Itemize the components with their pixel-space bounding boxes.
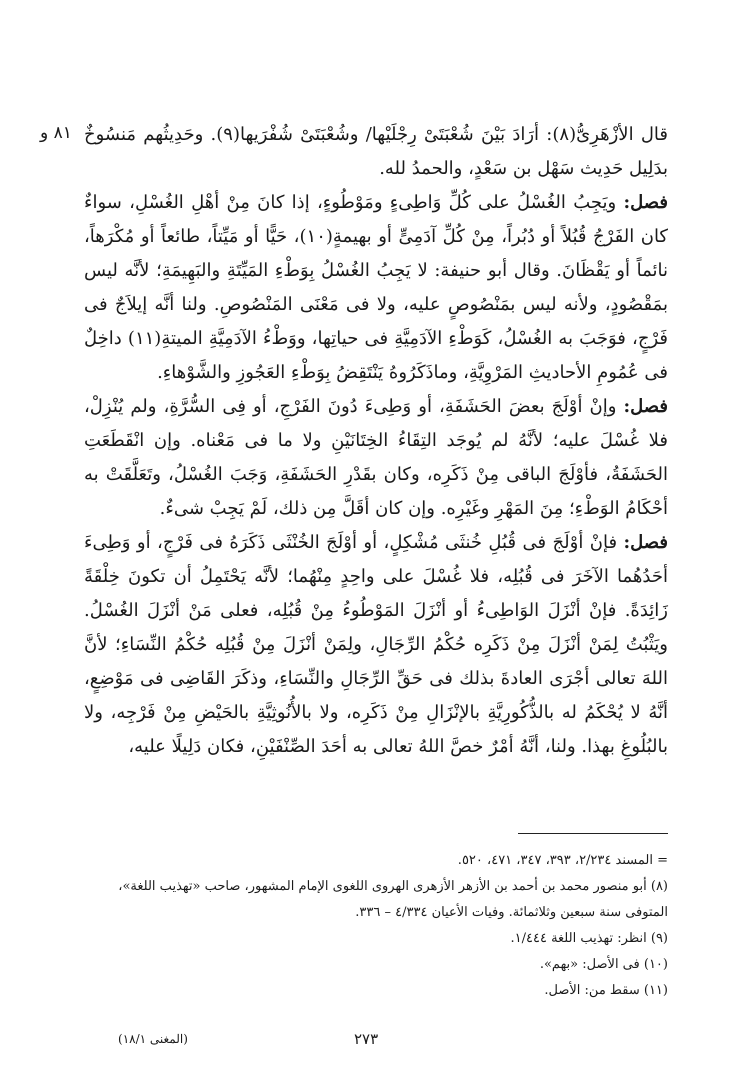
paragraph-label: فصل: [623,532,668,553]
paragraph-text: ويَجِبُ الغُسْلُ على كُلِّ وَاطِىءٍ ومَوْطُوءٍ، إذا كانَ مِنْ أهْلِ الغُسْلِ، سواءٌ كان الفَرْجُ قُبُلاً أو دُبُراً، مِنْ كُلِّ آدَمِىٍّ أو بهيمةٍ(١٠)، حَيًّا أو مَيِّتاً، طائعاً أو مُكْرَهاً، نائماً أو يَقْظَانَ. وقال أبو حنيفة: لا يَجِبُ الغُسْلُ بِوَطْءِ المَيِّتَةِ والبَهِيمَةِ؛ لأنَّه ليس بمَقْصُودٍ، ولأنه ليس بمَنْصُوصٍ عليه، ولا فى مَعْنَى المَنْصُوصِ. ولنا أنَّه إيلاَجٌ فى فَرْجٍ، فوَجَبَ به الغُسْلُ، كَوَطْءِ الآدَمِيَّةِ فى حياتِها، ووَطْءُ الآدَمِيَّةِ الميتةِ(١١) داخِلٌ فى عُمُومِ الأحاديثِ المَرْوِيَّةِ، وماذَكَرُوهُ يَنْتَقِضُ بِوَطْءِ العَجُوزِ والشَّوْهاءِ. [84,192,668,383]
paragraph-text: قال الأزْهَرِىُّ(٨): أرَادَ بَيْنَ شُعْبَتَىْ رِجْلَيْها/ وشُعْبَتَىْ شُفْرَيها(٩). وحَدِيثُهم مَنسُوخٌ بدَلِيل حَدِيث سَهْل بن سَعْدٍ، والحمدُ لله. [84,124,668,179]
paragraph-text: وإنْ أوْلَجَ بعضَ الحَشَفَةِ، أو وَطِىءَ دُونَ الفَرْجِ، أو فِى السُّرَّةِ، ولم يُنْزِلْ، فلا غُسْلَ عليه؛ لأنَّهُ لم يُوجَد التِقَاءُ الخِتَانَيْنِ ولا ما فى مَعْناه. وإن انْقَطَعَتِ الحَشَفَةُ، فأوْلَجَ الباقى مِنْ ذَكَرِه، وكان بقَدْرِ الحَشَفَةِ، وَجَبَ الغُسْلُ، وتَعَلَّقَتْ به أحْكَامُ الوَطْءِ؛ مِنَ المَهْرِ وغَيْرِه. وإن كان أقَلَّ مِن ذلك، لَمْ يَجِبْ شىءٌ. [84,396,668,519]
footnote-9 [84,926,668,952]
paragraph-4 [84,526,668,764]
volume-reference: (المغنى ١٨/١) [118,1032,188,1046]
footnote-10 [84,952,668,978]
main-text [84,118,668,764]
footnote-text: انظر: تهذيب اللغة ١/٤٤٤. [510,931,647,946]
footnote-text: المسند ٢/٢٣٤، ٣٩٣، ٣٤٧، ٤٧١، ٥٢٠. [457,853,653,868]
footnote-label: = [657,853,668,868]
footnote-text: فى الأصل: «بهم». [539,957,640,972]
footnote-11 [84,978,668,1004]
footnotes [84,848,668,1004]
paragraph-label: فصل: [623,396,668,417]
footnote-label: (٨) [650,879,668,894]
footnote-8 [84,874,668,926]
margin-folio-note: ٨١ و [40,123,72,143]
paragraph-1 [84,118,668,186]
footnote-label: (١٠) [643,957,668,972]
footnote-text: أبو منصور محمد بن أحمد بن الأزهر الأزهرى الهروى اللغوى الإمام المشهور، صاحب «تهذيب اللغة»، المتوفى سنة سبعين وثلاثمائة. وفيات الأعيان ٤/٣٣٤ – ٣٣٦. [118,879,668,920]
footnote-label: (١١) [643,983,668,998]
footnote-label: (٩) [650,931,668,946]
footnote-divider [518,833,668,834]
page-number: ٢٧٣ [354,1030,379,1048]
paragraph-2 [84,186,668,390]
footnote-continuation [84,848,668,874]
paragraph-text: فإنْ أوْلَجَ فى قُبُلِ خُنثَى مُشْكِلٍ، أو أوْلَجَ الخُنْثَى ذَكَرَهُ فى فَرْجٍ، أو وَطِىءَ أحَدُهُما الآخَرَ فى قُبُلِه، فلا غُسْلَ على واحِدٍ مِنْهُما؛ لأنَّه يَحْتَمِلُ أن تكونَ خِلْقَةً زَائِدَةً. فإنْ أنْزَلَ الوَاطِىءُ أو أنْزَلَ المَوْطُوءُ مِنْ قُبُلِه، فعلى مَنْ أنْزَلَ الغُسْلُ. ويَثْبُتُ لِمَنْ أنْزَلَ مِنْ ذَكَرِه حُكْمُ الرِّجَالِ، ولِمَنْ أنْزَلَ مِنْ قُبُلِه حُكْمُ النِّسَاءِ؛ لأنَّ اللهَ تعالى أجْرَى العادةَ بذلك فى حَقِّ الرِّجَالِ والنِّسَاءِ، وذكَرَ القَاضِى فى مَوْضِعٍ، أنَّهُ لا يُحْكَمُ له بالذُّكُورِيَّةِ بالإنْزَالِ مِنْ ذَكَرِه، ولا بالأُنُوثِيَّةِ بالحَيْضِ مِنْ فَرْجِه، ولا بالبُلُوغِ بهذا. ولنا، أنَّهُ أمْرٌ خصَّ اللهُ تعالى به أحَدَ الصِّنْفَيْنِ، فكان دَلِيلًا عليه، [84,532,668,757]
paragraph-3 [84,390,668,526]
footnote-text: سقط من: الأصل. [544,983,640,998]
paragraph-label: فصل: [623,192,668,213]
